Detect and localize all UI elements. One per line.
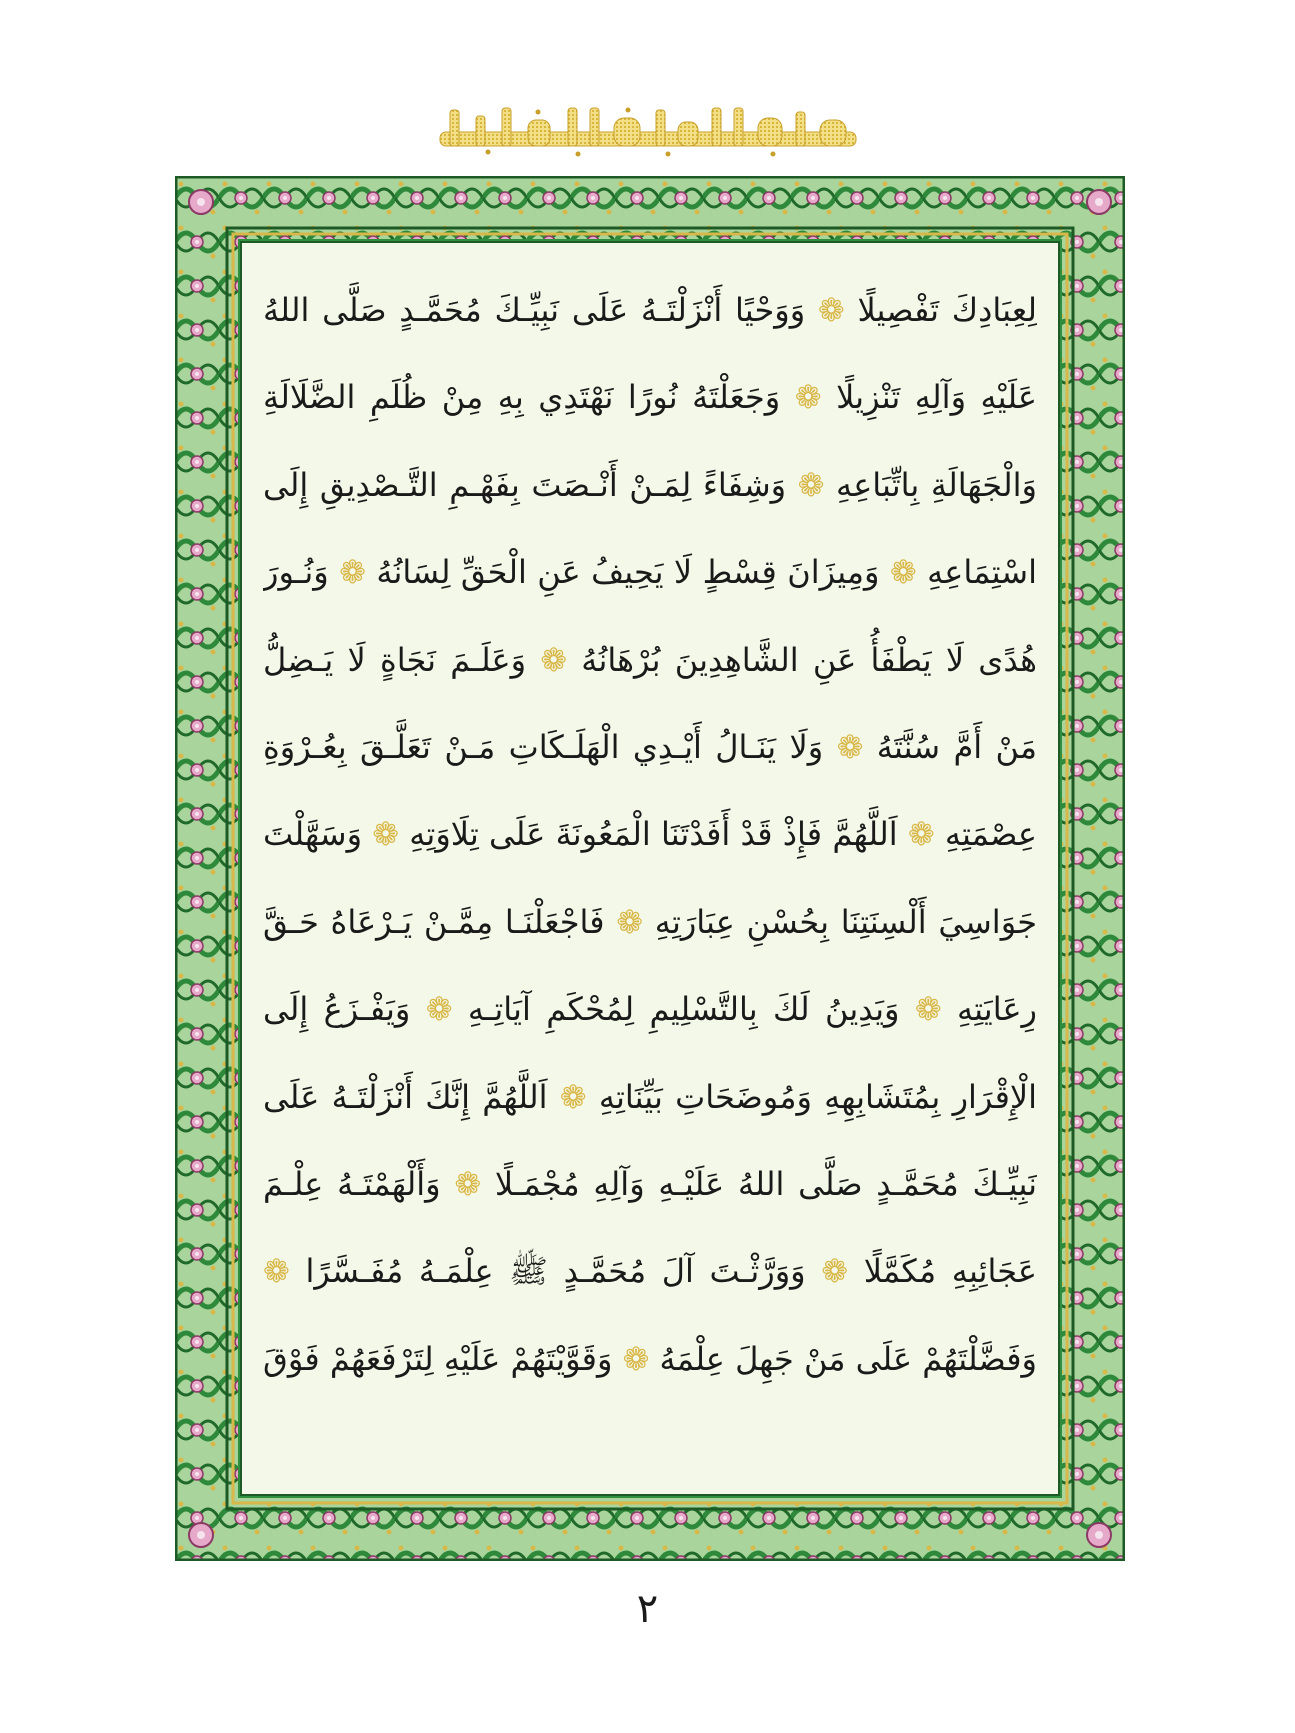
text-line: لِعِبَادِكَ تَفْصِيلًا ❁ وَوَحْيًا أَنْزَلْتَـهُ عَلَى نَبِيِّـكَ مُحَمَّـدٍ صَلَّى اللهُ <box>263 291 1037 329</box>
verse-separator-icon: ❁ <box>454 1164 482 1203</box>
verse-separator-icon: ❁ <box>540 640 568 679</box>
text-line: هُدًى لَا يَطْفَأُ عَنِ الشَّاهِدِينَ بُرْهَانُهُ ❁ وَعَلَـمَ نَجَاةٍ لَا يَـضِلُّ <box>263 640 1037 679</box>
page-number: ٢ <box>636 1586 659 1632</box>
text-line: عَجَائِبِهِ مُكَمَّلًا ❁ وَوَرَّثْـتَ آلَ مُحَمَّـدٍ ﷺ عِلْمَـهُ مُفَـسَّرًا ❁ <box>263 1252 1037 1291</box>
verse-separator-icon: ❁ <box>616 902 644 941</box>
verse-separator-icon: ❁ <box>622 1339 650 1378</box>
verse-separator-icon: ❁ <box>372 815 400 854</box>
verse-separator-icon: ❁ <box>794 378 822 417</box>
verse-separator-icon: ❁ <box>907 815 935 854</box>
text-line: وَفَضَّلْتَهُمْ عَلَى مَنْ جَهِلَ عِلْمَهُ ❁ وَقَوَّيْتَهُمْ عَلَيْهِ لِتَرْفَعَهُمْ فَوْقَ <box>263 1339 1037 1378</box>
verse-lines <box>263 267 1037 1403</box>
verse-separator-icon: ❁ <box>914 990 942 1029</box>
verse-separator-icon: ❁ <box>889 553 917 592</box>
text-line: وَالْجَهَالَةِ بِاتِّبَاعِهِ ❁ وَشِفَاءً لِمَـنْ أَنْـصَتَ بِفَهْـمِ التَّـصْدِيقِ إِلَى <box>263 465 1037 504</box>
text-line: جَوَاسِيَ أَلْسِنَتِنَا بِحُسْنِ عِبَارَتِهِ ❁ فَاجْعَلْنَـا مِمَّـنْ يَـرْعَاهُ حَـقَّ <box>263 902 1037 941</box>
verse-separator-icon: ❁ <box>263 1252 290 1291</box>
text-line: عَلَيْهِ وَآلِهِ تَنْزِيلًا ❁ وَجَعَلْتَهُ نُورًا نَهْتَدِي بِهِ مِنْ ظُلَمِ الضَّلَالَةِ <box>263 378 1037 417</box>
verse-separator-icon: ❁ <box>836 727 864 766</box>
text-line: عِصْمَتِهِ ❁ اَللَّهُمَّ فَإِذْ قَدْ أَفَدْتَنَا الْمَعُونَةَ عَلَى تِلَاوَتِهِ ❁ وَسَهَّلْتَ <box>263 815 1037 854</box>
text-line: اسْتِمَاعِهِ ❁ وَمِيزَانَ قِسْطٍ لَا يَحِيفُ عَنِ الْحَقِّ لِسَانُهُ ❁ وَنُـورَ <box>263 553 1037 592</box>
text-panel <box>243 243 1057 1493</box>
text-line: رِعَايَتِهِ ❁ وَيَدِينُ لَكَ بِالتَّسْلِيمِ لِمُحْكَمِ آيَاتِـهِ ❁ وَيَفْـزَعُ إِلَى <box>263 990 1037 1029</box>
verse-separator-icon: ❁ <box>425 990 453 1029</box>
mushaf-title-logo <box>428 102 868 162</box>
verse-separator-icon: ❁ <box>817 291 845 329</box>
mushaf-title-logo-icon <box>428 102 868 162</box>
verse-separator-icon: ❁ <box>821 1252 849 1291</box>
verse-separator-icon: ❁ <box>797 465 825 504</box>
verse-separator-icon: ❁ <box>339 553 366 592</box>
text-line: مَنْ أَمَّ سُنَّتَهُ ❁ وَلَا يَنَـالُ أَيْـدِي الْهَلَـكَاتِ مَـنْ تَعَلَّـقَ بِعُـرْوَةِ <box>263 727 1037 766</box>
verse-separator-icon: ❁ <box>559 1077 587 1116</box>
text-line: الْإِقْرَارِ بِمُتَشَابِهِهِ وَمُوضَحَاتِ بَيِّنَاتِهِ ❁ اَللَّهُمَّ إِنَّكَ أَنْزَلْتَـهُ عَلَى <box>263 1077 1037 1116</box>
text-line: نَبِيِّـكَ مُحَمَّـدٍ صَلَّى اللهُ عَلَيْـهِ وَآلِهِ مُجْمَـلًا ❁ وَأَلْهَمْتَـهُ عِلْـمَ <box>263 1164 1037 1203</box>
